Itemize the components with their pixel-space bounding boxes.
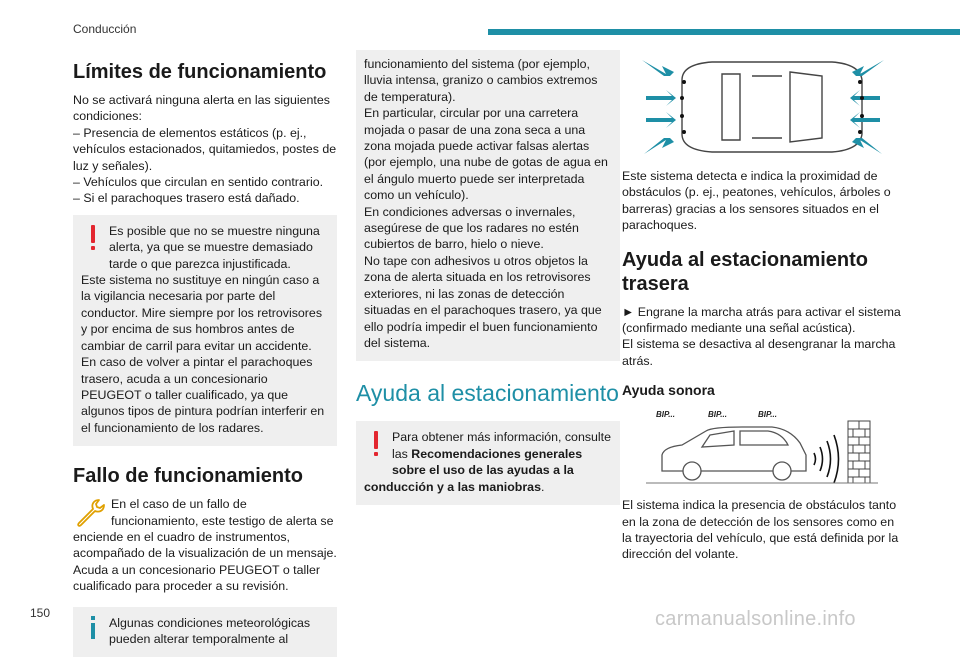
fault-heading: Fallo de funcionamiento: [73, 465, 304, 488]
sound-waves: [814, 435, 839, 483]
bip-label: BIP...: [758, 410, 777, 420]
rear-parking-heading: Ayuda al estacionamiento trasera: [622, 248, 868, 295]
fault-block: [73, 496, 337, 594]
warning-box-limits: [73, 215, 337, 446]
continued-text: funcionamiento del sistema (por ejemplo, lluvia intensa, granizo o cambios extremos de temperatura). En particular, circular por una carretera mojada o pasar de una zona seca a una zona mojada puede activar falsas alertas (por ejemplo, una nube de gotas de agua en el ángulo muerto puede ser interpretada como un vehículo). En condiciones adversas o invernales, asegúrese de que los radares no estén cubiertos de barro, hielo o nieve. No tape con adhesivos u otros objetos la zona de alerta situada en los retrovisores exteriores, ni las zonas de detección situadas en el parachoques trasero, ya que ello podría impedir el buen funcionamiento del sistema.: [364, 57, 608, 350]
brick-wall: [848, 421, 870, 483]
warning-text-parking: [364, 429, 612, 495]
warning-box-parking: [356, 421, 620, 505]
bip-label: BIP...: [656, 410, 675, 420]
warning-prefix: Para obtener más información, consulte las: [392, 430, 612, 461]
info-text-weather: Algunas condiciones meteorológicas pueden alterar temporalmente al: [109, 615, 311, 646]
rear-parking-text: ► Engrane la marcha atrás para activar el sistema (confirmado mediante una señal acústica). El sistema se desactiva al desengranar la marcha atrás.: [622, 304, 901, 368]
warning-suffix: .: [540, 479, 545, 494]
limits-heading: Límites de funcionamiento: [73, 61, 327, 83]
car-side-view: [662, 427, 806, 480]
column-middle: [356, 50, 620, 505]
info-box-continued: [356, 50, 620, 361]
warning-icon: [81, 223, 105, 257]
sensors-text: Este sistema detecta e indica la proximidad de obstáculos (p. ej., peatones, vehículos, árboles o barreras) gracias a los sensores situados en el parachoques.: [622, 169, 891, 233]
reverse-sound-diagram: [622, 407, 892, 487]
info-box-weather: [73, 607, 337, 657]
wrench-warning-icon: [73, 496, 107, 528]
bip-label: BIP...: [708, 410, 727, 420]
warning-text-limits: Es posible que no se muestre ninguna alerta, ya que se muestre demasiado tarde o que parezca injustificada. Este sistema no sustituye en ningún caso a la vigilancia necesaria por parte del conductor. Mire siempre por los retrovisores y por encima de sus hombros antes de cambiar de carril para evitar un accidente. En caso de volver a pintar el parachoques trasero, acuda a un concesionario PEUGEOT o taller cualificado, ya que algunos tipos de pintura podrían interferir en el funcionamiento de los radares.: [81, 223, 325, 435]
car-top-view: [682, 62, 862, 152]
section-header: Conducción: [73, 22, 137, 36]
info-icon: [81, 615, 105, 645]
column-right: [622, 50, 904, 563]
warning-bold-link: Recomendaciones generales sobre el uso de las ayudas a la conducción y a las maniobras: [364, 446, 583, 494]
sensor-arrows: [642, 60, 884, 154]
fault-text: En el caso de un fallo de funcionamiento, este testigo de alerta se enciende en el cuadro de instrumentos, acompañado de la visualización de un mensaje. Acuda a un concesionario PEUGEOT o taller cualificado para proceder a su revisión.: [73, 497, 337, 594]
car-sensors-diagram: [622, 52, 904, 162]
sound-heading: Ayuda sonora: [622, 382, 715, 399]
limits-text: No se activará ninguna alerta en las siguientes condiciones: – Presencia de elementos estáticos (p. ej., vehículos estacionados, quitamiedos, postes de luz y señales). – Vehículos que circulan en sentido contrario. – Si el parachoques trasero está dañado.: [73, 93, 337, 206]
parking-heading: Ayuda al estacionamiento: [356, 380, 619, 407]
column-left: [73, 50, 337, 657]
sound-text: El sistema indica la presencia de obstáculos tanto en la zona de detección de los sensores como en la trayectoria del vehículo, que está definida por la dirección del volante.: [622, 498, 899, 562]
warning-icon: [364, 429, 388, 463]
page-number: 150: [30, 606, 51, 620]
watermark: carmanualsonline.info: [655, 608, 856, 630]
header-accent-bar: [488, 29, 960, 35]
